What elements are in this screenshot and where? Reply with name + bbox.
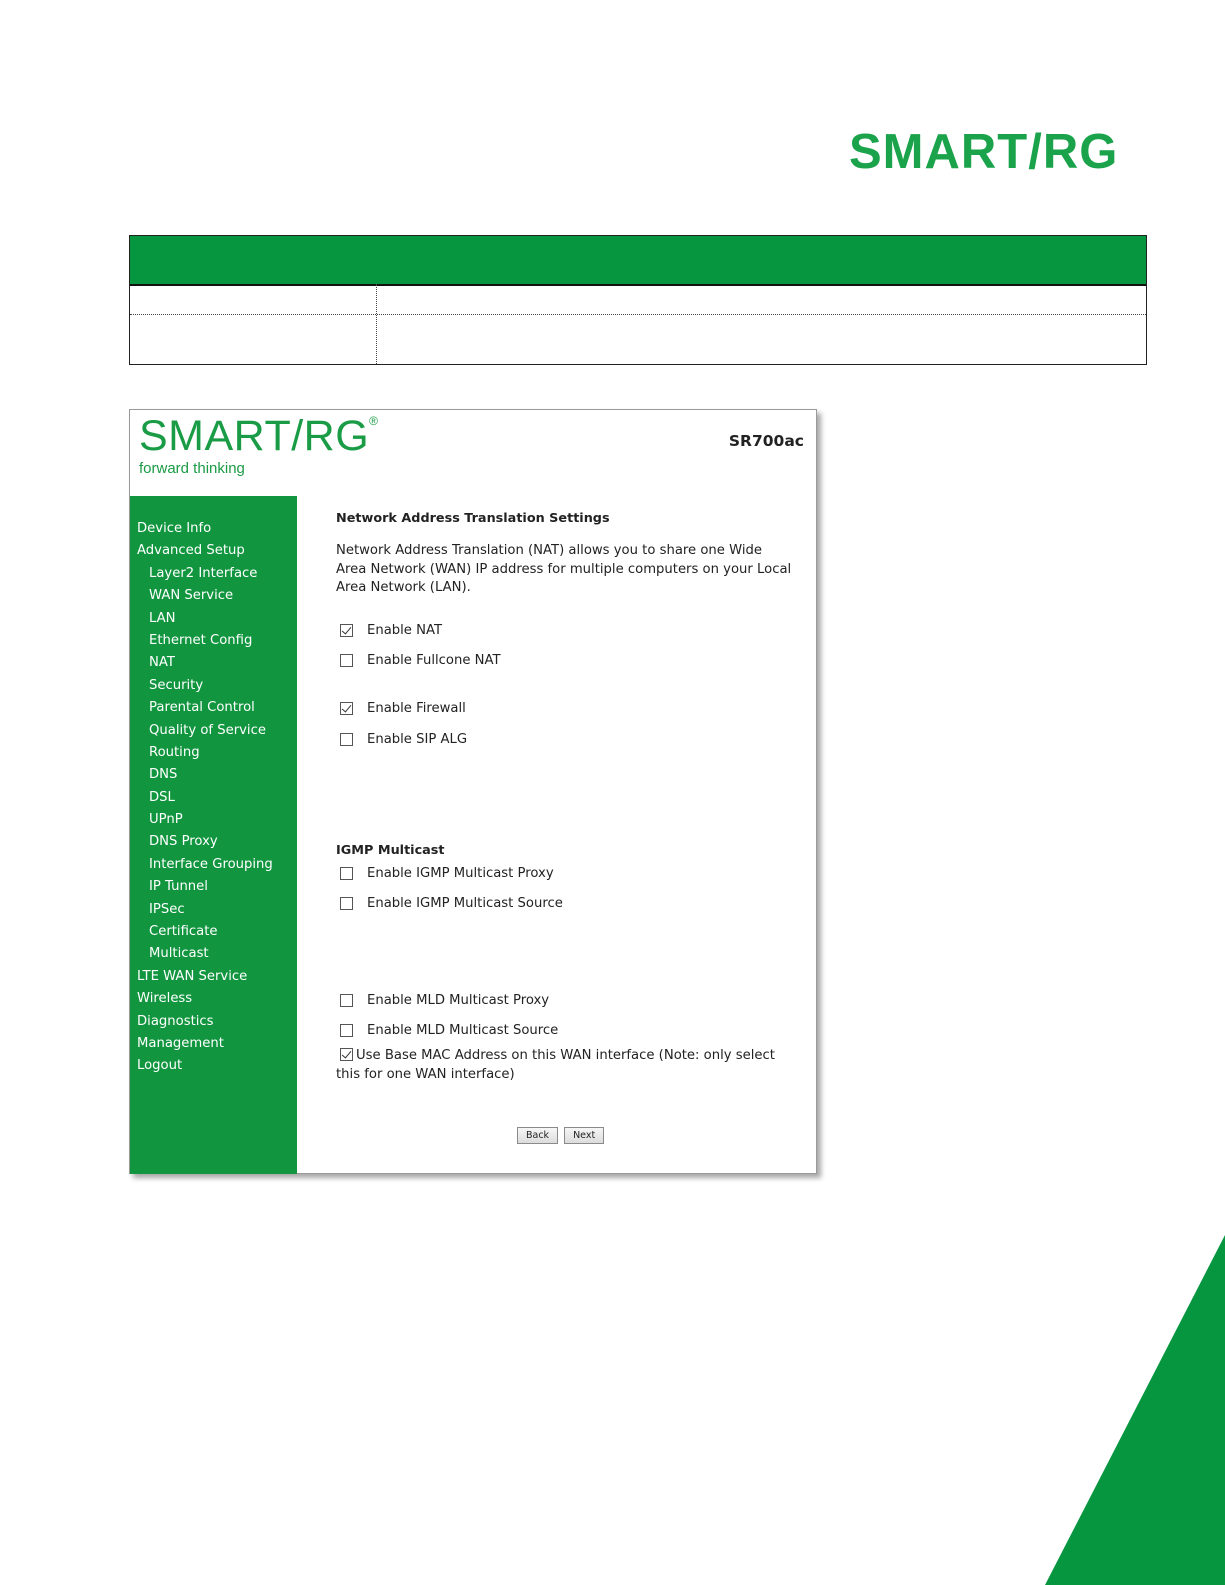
enable-firewall-row[interactable] (336, 698, 466, 718)
mld-proxy-label: Enable MLD Multicast Proxy (367, 992, 550, 1008)
enable-sip-alg-label: Enable SIP ALG (367, 731, 468, 747)
nav-item-dns-proxy[interactable]: DNS Proxy (149, 834, 218, 850)
nav-item-management[interactable]: Management (137, 1035, 224, 1051)
mld-source-row[interactable] (336, 1020, 558, 1040)
nav-item-interface-grouping[interactable]: Interface Grouping (149, 856, 273, 872)
column-divider (376, 284, 377, 364)
table-row (130, 286, 1146, 315)
logo-tagline: forward thinking (139, 460, 245, 477)
mld-proxy-row[interactable] (336, 990, 549, 1010)
enable-nat-label: Enable NAT (367, 622, 443, 638)
enable-nat-row[interactable] (336, 620, 442, 640)
nav-item-certificate[interactable]: Certificate (149, 924, 218, 940)
nav-item-dns[interactable]: DNS (149, 767, 178, 783)
back-button[interactable]: Back (517, 1127, 558, 1144)
mld-source-checkbox[interactable] (340, 1024, 353, 1037)
nav-item-logout[interactable]: Logout (137, 1058, 183, 1074)
nav-item-layer2-interface[interactable]: Layer2 Interface (149, 565, 258, 581)
enable-fullcone-nat-label: Enable Fullcone NAT (367, 652, 501, 668)
igmp-source-label: Enable IGMP Multicast Source (367, 895, 563, 911)
table-header (130, 236, 1146, 286)
table-row (130, 315, 1146, 365)
nav-item-ipsec[interactable]: IPSec (149, 901, 185, 917)
nav-item-multicast[interactable]: Multicast (149, 946, 209, 962)
nav-item-ip-tunnel[interactable]: IP Tunnel (149, 879, 208, 895)
parameter-table (129, 235, 1147, 365)
enable-fullcone-nat-checkbox[interactable] (340, 654, 353, 667)
enable-firewall-label: Enable Firewall (367, 700, 466, 716)
brand-logo: SMART/RG (849, 125, 1119, 179)
nav-list (130, 496, 297, 1078)
mld-proxy-checkbox[interactable] (340, 994, 353, 1007)
igmp-proxy-label: Enable IGMP Multicast Proxy (367, 865, 554, 881)
nav-item-wan-service[interactable]: WAN Service (149, 588, 234, 604)
nav-item-routing[interactable]: Routing (149, 744, 200, 760)
page-title: Network Address Translation Settings (336, 511, 610, 526)
corner-triangle (1045, 1235, 1225, 1585)
enable-sip-alg-checkbox[interactable] (340, 733, 353, 746)
base-mac-label: Use Base MAC Address on this WAN interface (Note: only select this for one WAN interface) (336, 1048, 775, 1082)
igmp-source-row[interactable] (336, 893, 563, 913)
enable-fullcone-nat-row[interactable] (336, 650, 501, 670)
enable-sip-alg-row[interactable] (336, 729, 467, 749)
router-ui-screenshot (129, 409, 817, 1174)
nav-item-security[interactable]: Security (149, 677, 204, 693)
router-logo (139, 412, 379, 477)
enable-firewall-checkbox[interactable] (340, 702, 353, 715)
enable-nat-checkbox[interactable] (340, 624, 353, 637)
base-mac-row[interactable] (336, 1046, 798, 1084)
nat-description: Network Address Translation (NAT) allows you to share one Wide Area Network (WAN) IP address for multiple computers on your Local Area Network (LAN). (336, 543, 792, 595)
model-name: SR700ac (728, 432, 804, 450)
nav-item-wireless[interactable]: Wireless (137, 991, 193, 1007)
logo-wordmark: SMART/RG (139, 412, 370, 460)
nav-item-advanced-setup[interactable]: Advanced Setup (137, 543, 245, 559)
nav-item-quality-of-service[interactable]: Quality of Service (149, 722, 266, 738)
nav-item-upnp[interactable]: UPnP (149, 812, 183, 828)
nav-item-nat[interactable]: NAT (149, 655, 175, 671)
registered-mark: ® (369, 414, 379, 428)
nav-item-lte-wan-service[interactable]: LTE WAN Service (137, 968, 248, 984)
igmp-source-checkbox[interactable] (340, 897, 353, 910)
nav-item-diagnostics[interactable]: Diagnostics (137, 1013, 214, 1029)
wizard-buttons (517, 1127, 604, 1144)
nav-item-ethernet-config[interactable]: Ethernet Config (149, 632, 253, 648)
igmp-proxy-checkbox[interactable] (340, 867, 353, 880)
base-mac-checkbox[interactable] (340, 1048, 353, 1061)
nav-item-parental-control[interactable]: Parental Control (149, 700, 255, 716)
sidebar-nav (130, 496, 297, 1174)
mld-source-label: Enable MLD Multicast Source (367, 1022, 559, 1038)
next-button[interactable]: Next (564, 1127, 604, 1144)
nav-item-lan[interactable]: LAN (149, 610, 176, 626)
igmp-heading: IGMP Multicast (336, 843, 445, 858)
igmp-proxy-row[interactable] (336, 863, 554, 883)
nav-item-device-info[interactable]: Device Info (137, 521, 212, 536)
nav-item-dsl[interactable]: DSL (149, 789, 175, 805)
corner-graphic (1045, 1235, 1225, 1585)
